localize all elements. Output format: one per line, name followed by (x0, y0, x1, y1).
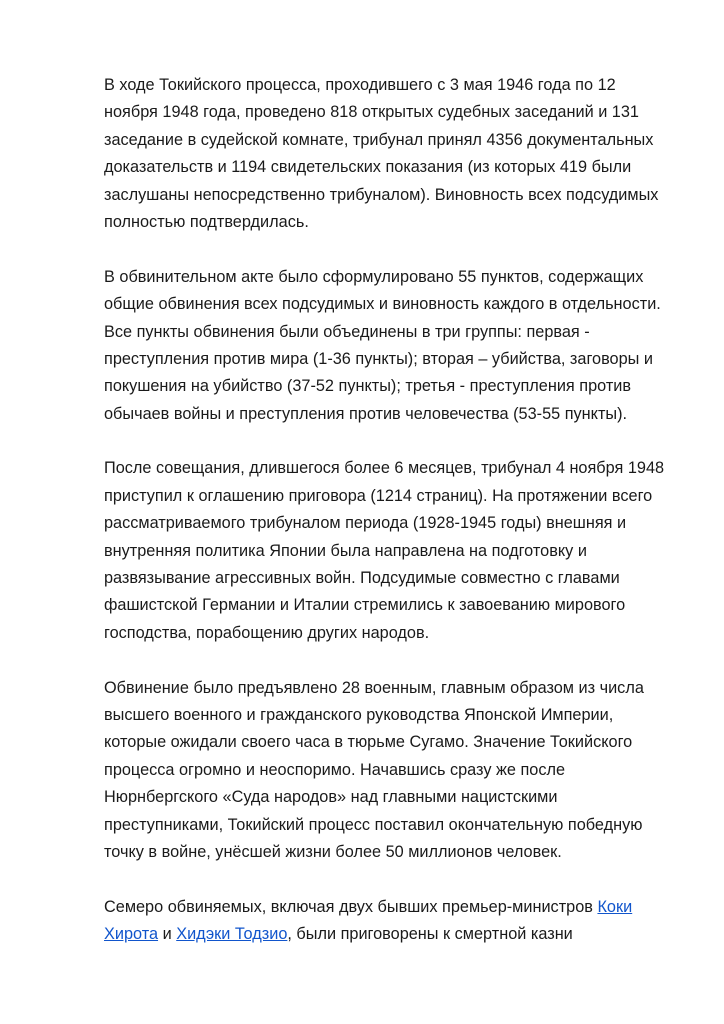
paragraph-line: заседание в судейской комнате, трибунал принял 4356 документальных (104, 130, 654, 149)
paragraph-line: обычаев войны и преступления против человечества (53-55 пункты). (104, 404, 628, 423)
paragraph-4 (104, 675, 684, 867)
paragraph-5-line-2 (104, 921, 684, 948)
paragraph-line: внутренняя политика Японии была направлена на подготовку и (104, 541, 587, 560)
link-koki-hirota-part1[interactable]: Коки (597, 897, 633, 916)
paragraph-line: После совещания, длившегося более 6 месяцев, трибунал 4 ноября 1948 (104, 459, 665, 478)
paragraph-line: высшего военного и гражданского руководства Японской Империи, (104, 705, 614, 724)
paragraph-line: доказательств и 1194 свидетельских показания (из которых 419 были (104, 158, 632, 177)
paragraph-2 (104, 264, 684, 428)
paragraph-line: Обвинение было предъявлено 28 военным, главным образом из числа (104, 678, 644, 697)
link-hideki-tojo[interactable]: Хидэки Тодзио (176, 925, 288, 944)
paragraph-line: процесса огромно и неоспоримо. Начавшись сразу же после (104, 760, 566, 779)
paragraph-line: фашистской Германии и Италии стремились к завоеванию мирового (104, 596, 626, 615)
paragraph-5-conjunction: и (158, 925, 177, 944)
paragraph-5-tail: , были приговорены к смертной казни (287, 925, 573, 944)
paragraph-3 (104, 455, 684, 647)
document-body (104, 72, 684, 866)
paragraph-line: заслушаны непосредственно трибуналом). Виновность всех подсудимых (104, 185, 659, 204)
paragraph-line: преступления против мира (1-36 пункты); вторая – убийства, заговоры и (104, 349, 653, 368)
paragraph-line: преступниками, Токийский процесс поставил окончательную победную (104, 815, 643, 834)
paragraph-line: Нюрнбергского «Суда народов» над главными нацистскими (104, 788, 558, 807)
paragraph-line: покушения на убийство (37-52 пункты); третья - преступления против (104, 377, 632, 396)
paragraph-line: ноября 1948 года, проведено 818 открытых судебных заседаний и 131 (104, 103, 639, 122)
paragraph-5 (104, 894, 684, 949)
paragraph-line: точку в войне, унёсшей жизни более 50 миллионов человек. (104, 842, 562, 861)
paragraph-line: В обвинительном акте было сформулировано 55 пунктов, содержащих (104, 267, 644, 286)
paragraph-line: которые ожидали своего часа в тюрьме Сугамо. Значение Токийского (104, 733, 633, 752)
document-page (104, 72, 684, 976)
paragraph-line: полностью подтвердилась. (104, 212, 309, 231)
paragraph-line: общие обвинения всех подсудимых и виновность каждого в отдельности. (104, 295, 661, 314)
paragraph-line: Все пункты обвинения были объединены в три группы: первая - (104, 322, 590, 341)
paragraph-1 (104, 72, 684, 236)
paragraph-line: приступил к оглашению приговора (1214 страниц). На протяжении всего (104, 486, 653, 505)
paragraph-line: рассматриваемого трибуналом периода (1928-1945 годы) внешняя и (104, 514, 627, 533)
paragraph-line: господства, порабощению других народов. (104, 623, 430, 642)
paragraph-line: В ходе Токийского процесса, проходившего с 3 мая 1946 года по 12 (104, 76, 616, 94)
link-koki-hirota-part2[interactable]: Хирота (104, 925, 159, 944)
paragraph-line: развязывание агрессивных войн. Подсудимые совместно с главами (104, 569, 620, 588)
paragraph-5-text: Семеро обвиняемых, включая двух бывших премьер-министров (104, 897, 598, 916)
paragraph-5-line-1 (104, 894, 684, 921)
